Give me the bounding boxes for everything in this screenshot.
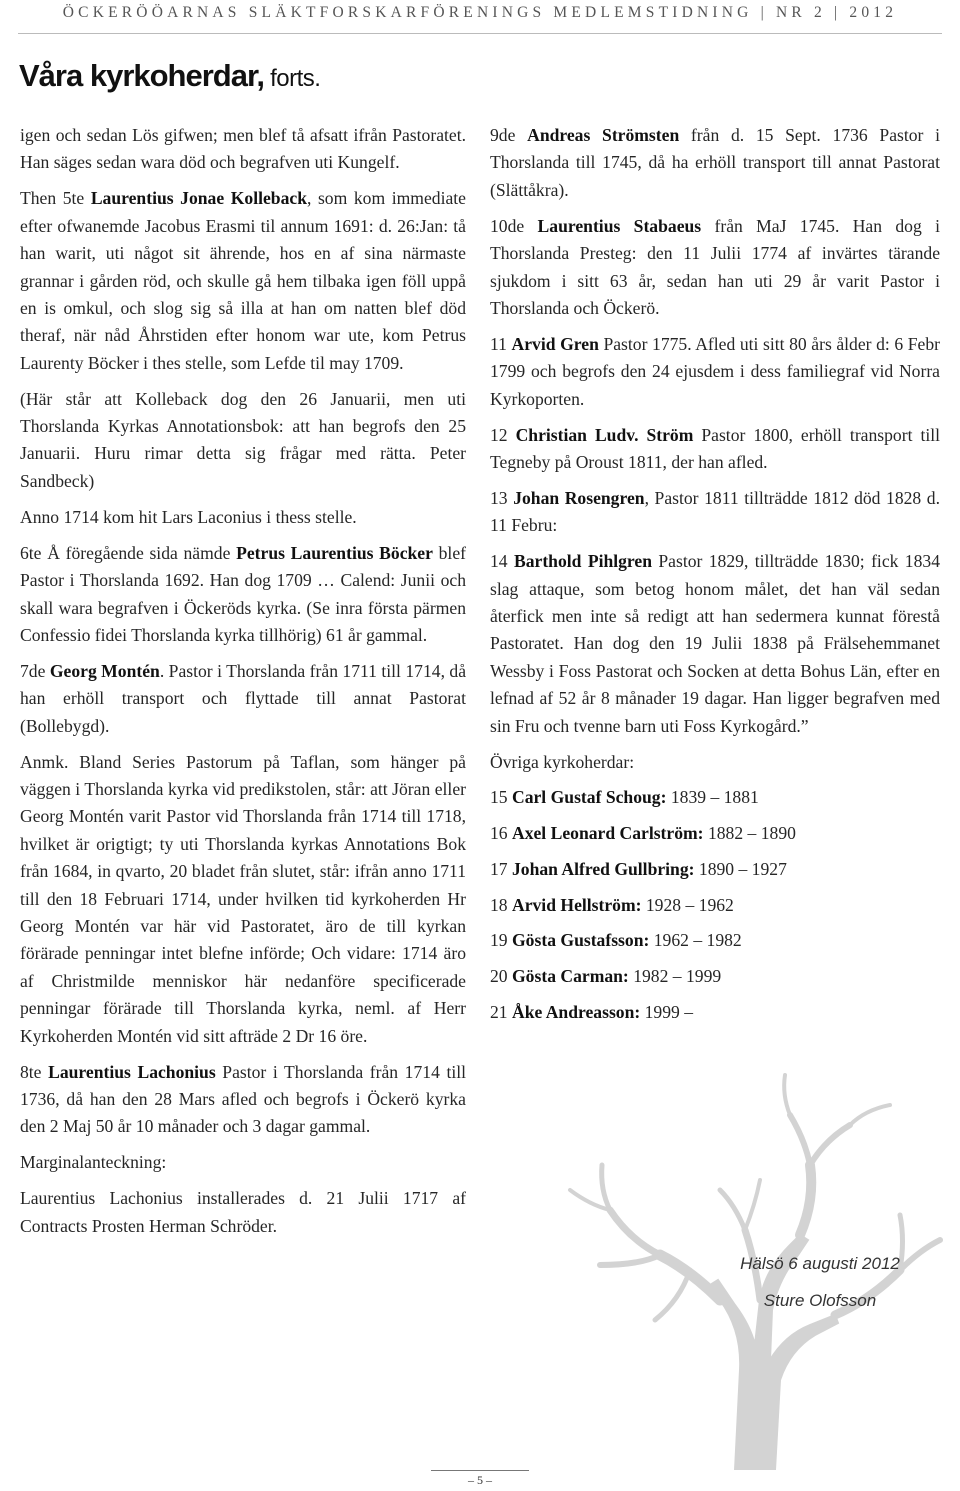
- pastor-name: Petrus Laurentius Böcker: [236, 542, 433, 563]
- pastor-name: Laurentius Lachonius: [48, 1061, 216, 1082]
- list-item: 15 Carl Gustaf Schoug: 1839 – 1881: [490, 787, 759, 808]
- pastor-name: Johan Rosengren: [513, 487, 645, 508]
- paragraph: (Här står att Kolleback dog den 26 Januarii, men uti Thorslanda Kyrkas Annotationsbok: att han begrofs den 25 Januarii. Huru rimar detta sig frågar med rätta. Peter Sandbeck): [20, 388, 466, 491]
- header-rule: [18, 33, 942, 34]
- list-item: 17 Johan Alfred Gullbring: 1890 – 1927: [490, 858, 787, 879]
- list-item: 21 Åke Andreasson: 1999 –: [490, 1001, 694, 1022]
- pastor-name: Arvid Gren: [511, 333, 599, 354]
- signature-date: Hälsö 6 augusti 2012: [740, 1254, 900, 1273]
- paragraph: Marginalanteckning:: [20, 1152, 167, 1173]
- pastor-name: Barthold Pihlgren: [513, 551, 653, 572]
- pastor-list: [490, 784, 940, 1026]
- paragraph: 11 Arvid Gren Pastor 1775. Afled uti sitt 80 års ålder d: 6 Febr 1799 och begrofs den 24 ejusdem i dess familiegraf vid Norra Kyrkoporten.: [490, 333, 940, 409]
- page-number: – 5 –: [468, 1473, 492, 1487]
- paragraph: igen och sedan Lös gifwen; men blef tå afsatt ifrån Pastoratet. Han säges sedan wara död och begrafven uti Kungelf.: [20, 125, 466, 173]
- paragraph: 7de Georg Montén. Pastor i Thorslanda från 1711 till 1714, då han erhöll transport och flyttade till annat Pastorat (Bollebygd).: [20, 660, 467, 736]
- pastor-name: Andreas Strömsten: [527, 125, 680, 145]
- list-item: 19 Gösta Gustafsson: 1962 – 1982: [490, 930, 742, 951]
- pastor-name: Georg Montén: [49, 660, 160, 681]
- title-main: Våra kyrkoherdar,: [19, 58, 264, 93]
- running-header: ÖCKERÖÖARNAS SLÄKTFORSKARFÖRENINGS MEDLEMSTIDNING | NR 2 | 2012: [62, 4, 898, 21]
- right-column: [490, 122, 940, 1034]
- paragraph: 13 Johan Rosengren, Pastor 1811 tillträdde 1812 död 1828 d. 11 Febru:: [490, 487, 941, 536]
- list-item: 16 Axel Leonard Carlström: 1882 – 1890: [490, 823, 796, 844]
- paragraph: Anno 1714 kom hit Lars Laconius i thess stelle.: [20, 506, 357, 527]
- footer-rule: [431, 1470, 529, 1471]
- paragraph: Laurentius Lachonius installerades d. 21 Julii 1717 af Contracts Prosten Herman Schröder.: [20, 1188, 466, 1236]
- paragraph: 14 Barthold Pihlgren Pastor 1829, tillträdde 1830; fick 1834 slag attaque, som betog honom målet, det han väl sedan återfick men inte så redigt att han sedermera kunnat förestå Pastoratet. Han dog den 19 Julii 1838 på Frälsehemmanet Wessby i Foss Pastorat och Socken at detta Bohus Län, efter en lefnad af 52 år 8 månader 19 dagar. Han ligger begrafven med sin Fru och tvenne barn uti Foss Kyrkogård.”: [490, 551, 940, 736]
- pastor-name: Christian Ludv. Ström: [515, 424, 694, 445]
- paragraph: 9de Andreas Strömsten från d. 15 Sept. 1736 Pastor i Thorslanda till 1745, då ha erhöll transport till annat Pastorat (Slättåkra).: [490, 125, 940, 200]
- title-sub: forts.: [263, 65, 321, 92]
- paragraph: 6te Å föregående sida nämde Petrus Laurentius Böcker blef Pastor i Thorslanda 1692. Han dog 1709 … Calend: Junii och skall wara begrafven i Öckeröds kyrka. (Se inra första pärmen Confessio fidei Thorslanda kyrka tillhörig) 61 år gammal.: [20, 542, 466, 645]
- list-item: 18 Arvid Hellström: 1928 – 1962: [490, 894, 734, 915]
- paragraph: 12 Christian Ludv. Ström Pastor 1800, erhöll transport till Tegneby på Oroust 1811, der han afled.: [490, 424, 941, 472]
- signature-block: [720, 1245, 920, 1319]
- signature-author: Sture Olofsson: [763, 1291, 877, 1310]
- paragraph: Then 5te Laurentius Jonae Kolleback, som kom immediate efter ofwanemde Jacobus Erasmi til annum 1691: d. 26:Jan: tå han warit, uti något sit ährende, hos en af sina närmaste grannar i gården röd, och skulle gå hem tilbaka igen föll uppå en is omkul, och slog sig så illa at han om natten blef död theraf, när nåd Åhrstiden efter honom war ute, kom Petrus Laurenty Böcker i thes stelle, som Lefde til may 1709.: [20, 188, 466, 373]
- pastor-name: Laurentius Jonae Kolleback: [90, 188, 307, 209]
- pastor-name: Laurentius Stabaeus: [537, 215, 702, 236]
- paragraph: 8te Laurentius Lachonius Pastor i Thorslanda från 1714 till 1736, då han den 28 Mars afled och begrofs i Öckerö kyrka den 2 Maj 50 år 10 månader och 3 dagar gammal.: [20, 1061, 467, 1137]
- left-column: [20, 122, 466, 1248]
- article-title: [19, 58, 320, 94]
- paragraph: Anmk. Bland Series Pastorum på Taflan, som hänger på väggen i Thorslanda kyrka vid predikstolen, står: att Jöran eller Georg Montén varit Pastor vid Thorslanda från 1714 till 1718, hvilket är origtigt; ty uti Thorslanda kyrkas Annotations Bok från 1684, in qvarto, 20 bladet från slutet, står: ifrån anno 1711 till den 18 Februari 1714, under hvilken tid kyrkoherden Hr Georg Montén var här vid Pastoratet, äro de till kyrkan förärade penningar intet blefne införde; Och vidare: 1714 äro af Christmilde menniskor här nedanföre specificerade penningar förärade till Thorslanda kyrka, neml. af Herr Kyrkoherden Montén vid sitt afträde 2 Dr 16 öre.: [20, 751, 466, 1046]
- list-item: 20 Gösta Carman: 1982 – 1999: [490, 965, 722, 986]
- list-heading: Övriga kyrkoherdar:: [490, 751, 635, 772]
- paragraph: 10de Laurentius Stabaeus från MaJ 1745. Han dog i Thorslanda Presteg: den 11 Julii 1774 af invärtes tärande sjukdom i sitt 63 år, sedan han uti 29 år varit Pastor i Thorslanda och Öckerö.: [490, 215, 940, 318]
